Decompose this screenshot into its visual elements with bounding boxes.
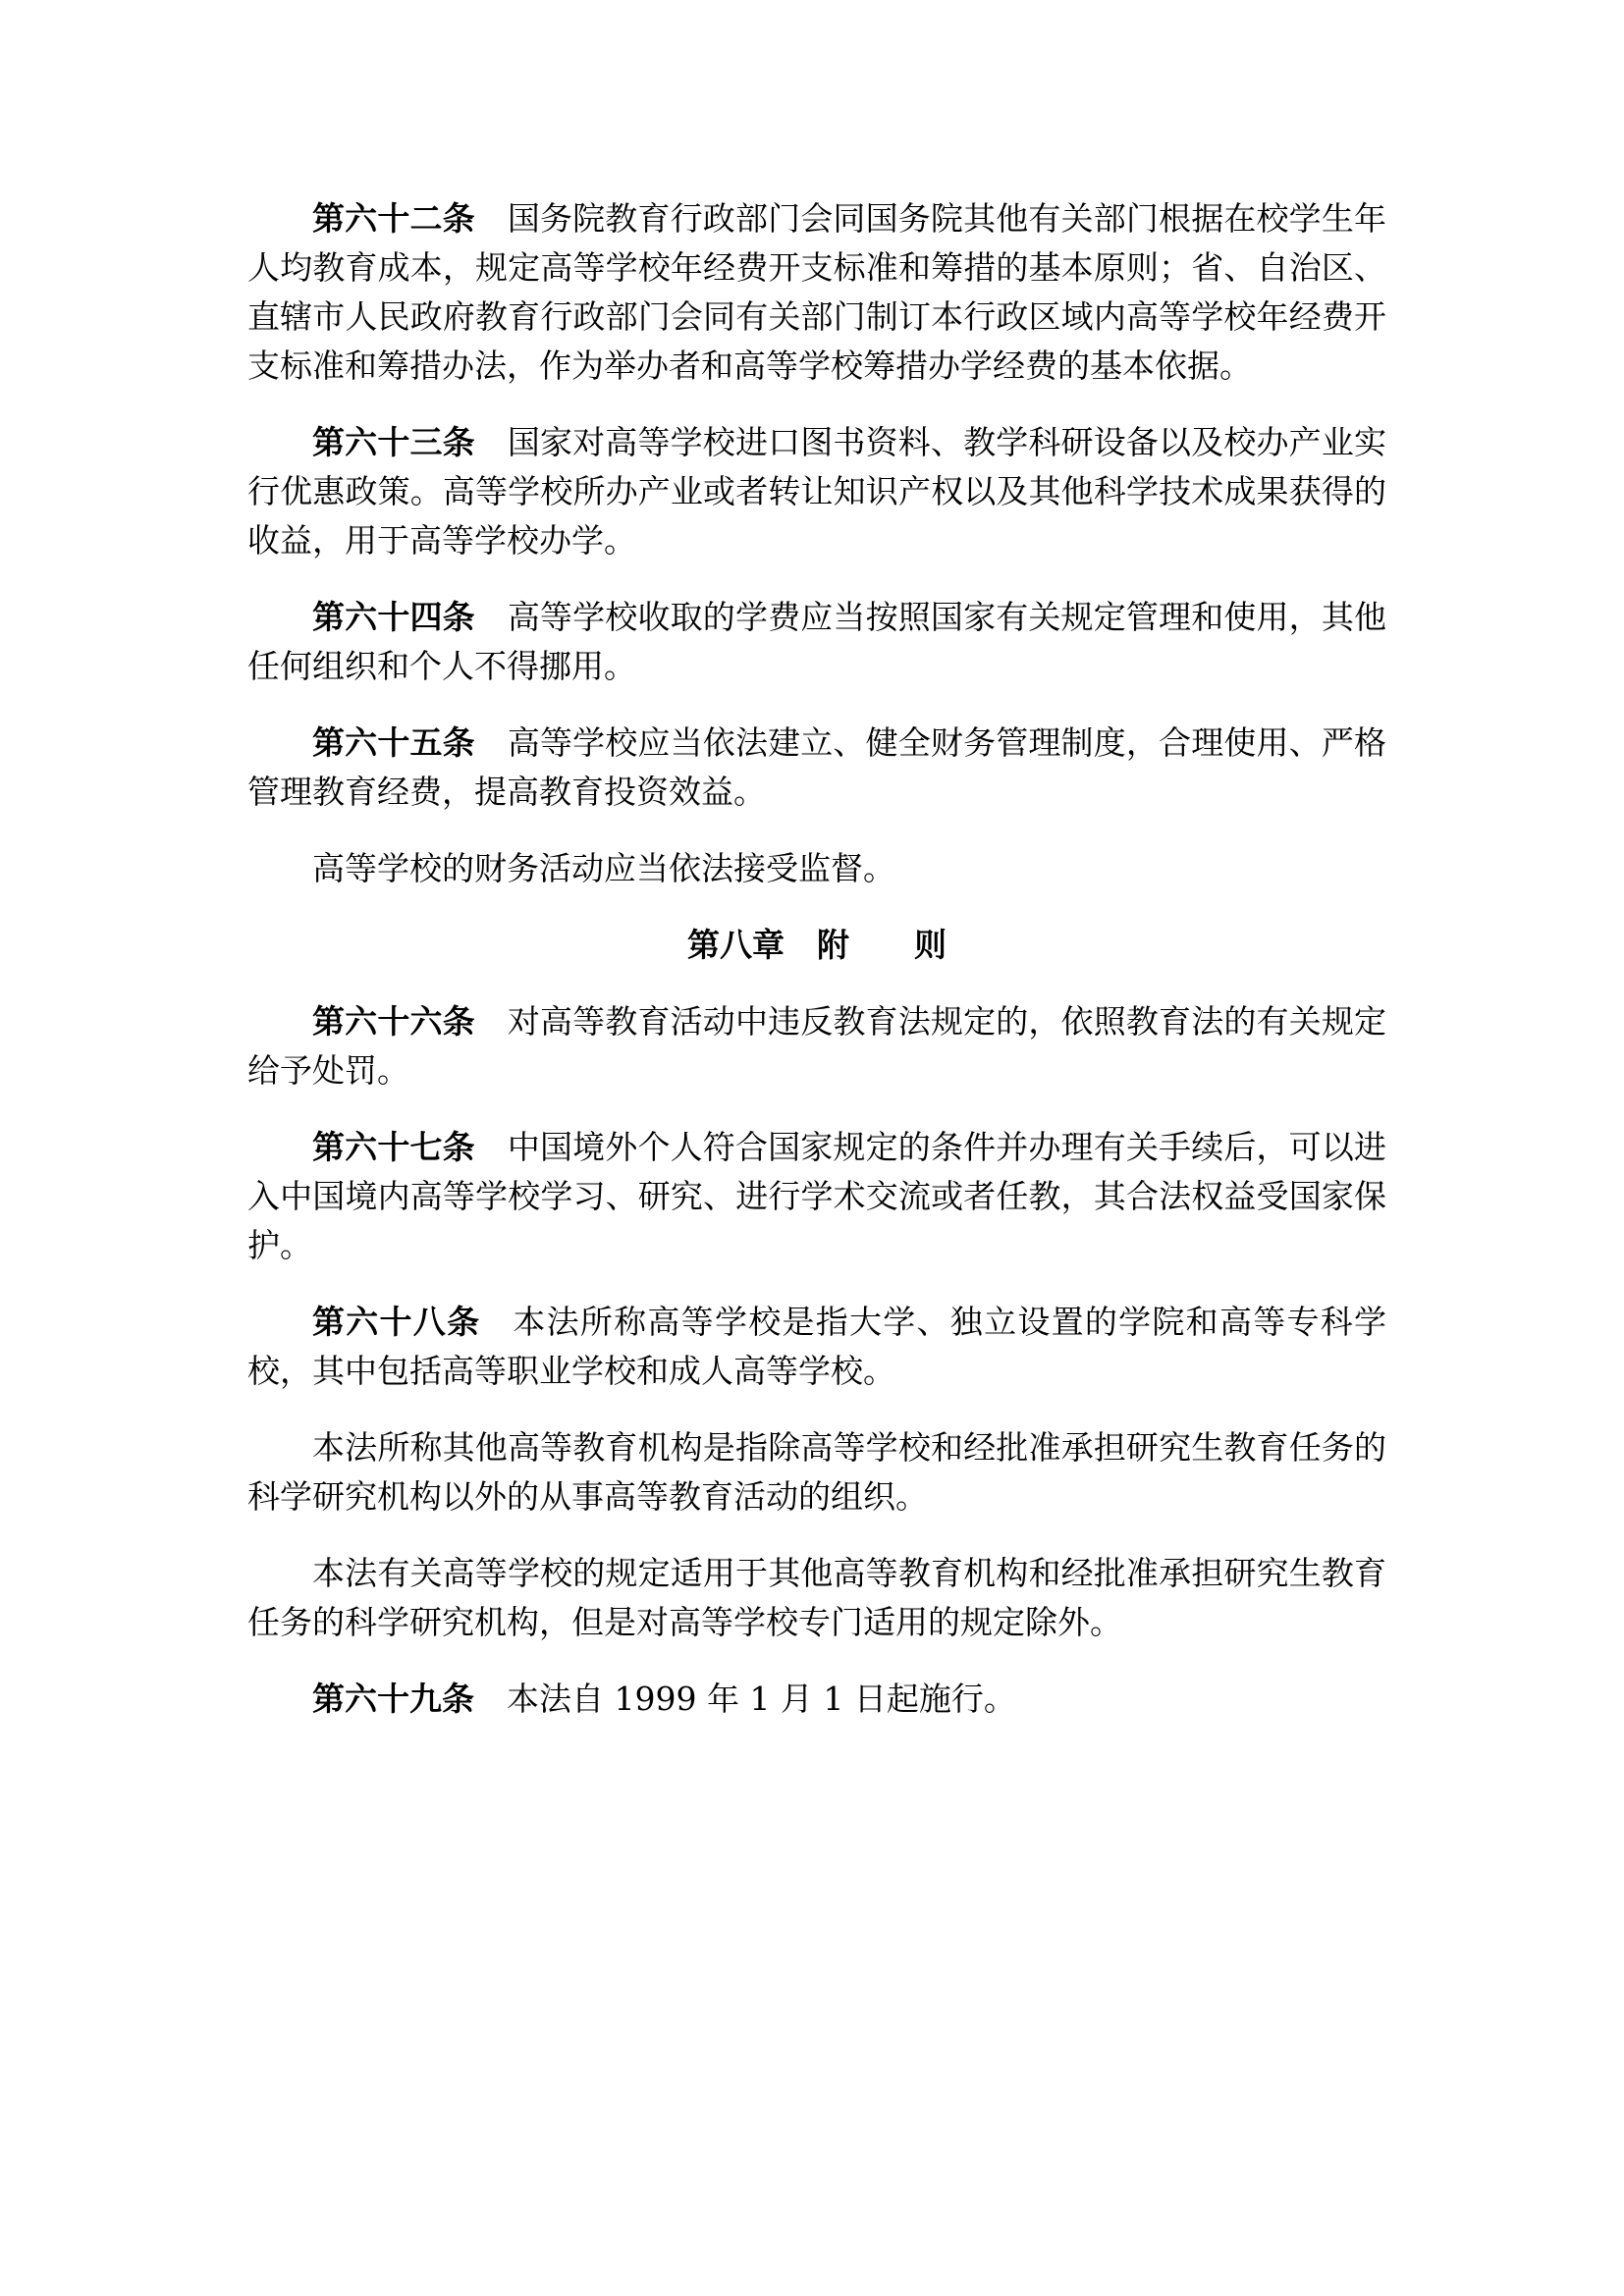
article-65 [247,719,1386,817]
paragraph-text: 高等学校的财务活动应当依法接受监督。 [312,849,895,887]
article-63 [247,418,1386,565]
chapter-title: 第八章 附 则 [687,926,947,964]
article-text: 国务院教育行政部门会同国务院其他有关部门根据在校学生年人均教育成本，规定高等学校年经费开支标准和筹措的基本原则；省、自治区、直辖市人民政府教育行政部门会同有关部门制订本行政区域内高等学校年经费开支标准和筹措办法，作为举办者和高等学校筹措办学经费的基本依据。 [247,199,1387,385]
paragraph-financial-supervision [247,844,1386,893]
article-number: 第六十六条 [312,1002,475,1041]
article-number: 第六十九条 [312,1680,474,1718]
article-64 [247,593,1386,691]
paragraph-other-institutions [247,1423,1386,1522]
article-66 [247,997,1386,1095]
article-62 [247,194,1386,391]
article-text: 中国境外个人符合国家规定的条件并办理有关手续后，可以进入中国境内高等学校学习、研究、进行学术交流或者任教，其合法权益受国家保护。 [247,1128,1387,1264]
article-text: 国家对高等学校进口图书资料、教学科研设备以及校办产业实行优惠政策。高等学校所办产业或者转让知识产权以及其他科学技术成果获得的收益，用于高等学校办学。 [247,423,1387,560]
article-number: 第六十八条 [312,1303,481,1341]
article-text: 高等学校收取的学费应当按照国家有关规定管理和使用，其他任何组织和个人不得挪用。 [247,598,1387,685]
paragraph-applicability [247,1549,1386,1647]
article-text: 本法所称高等学校是指大学、独立设置的学院和高等专科学校，其中包括高等职业学校和成人高等学校。 [247,1303,1387,1390]
article-number: 第六十四条 [312,598,475,636]
article-text: 本法自 1999 年 1 月 1 日起施行。 [507,1680,1016,1718]
document-page [247,194,1386,1751]
article-text: 对高等教育活动中违反教育法规定的，依照教育法的有关规定给予处罚。 [247,1002,1387,1090]
article-number: 第六十二条 [312,199,475,238]
article-68 [247,1298,1386,1396]
paragraph-text: 本法有关高等学校的规定适用于其他高等教育机构和经批准承担研究生教育任务的科学研究机构，但是对高等学校专门适用的规定除外。 [247,1554,1386,1641]
article-number: 第六十三条 [312,423,475,461]
article-text: 高等学校应当依法建立、健全财务管理制度，合理使用、严格管理教育经费，提高教育投资效益。 [247,723,1387,811]
article-number: 第六十五条 [312,723,475,762]
chapter-heading [247,921,1386,970]
paragraph-text: 本法所称其他高等教育机构是指除高等学校和经批准承担研究生教育任务的科学研究机构以外的从事高等教育活动的组织。 [247,1428,1386,1516]
article-69 [247,1675,1386,1724]
article-number: 第六十七条 [312,1128,475,1166]
article-67 [247,1123,1386,1270]
